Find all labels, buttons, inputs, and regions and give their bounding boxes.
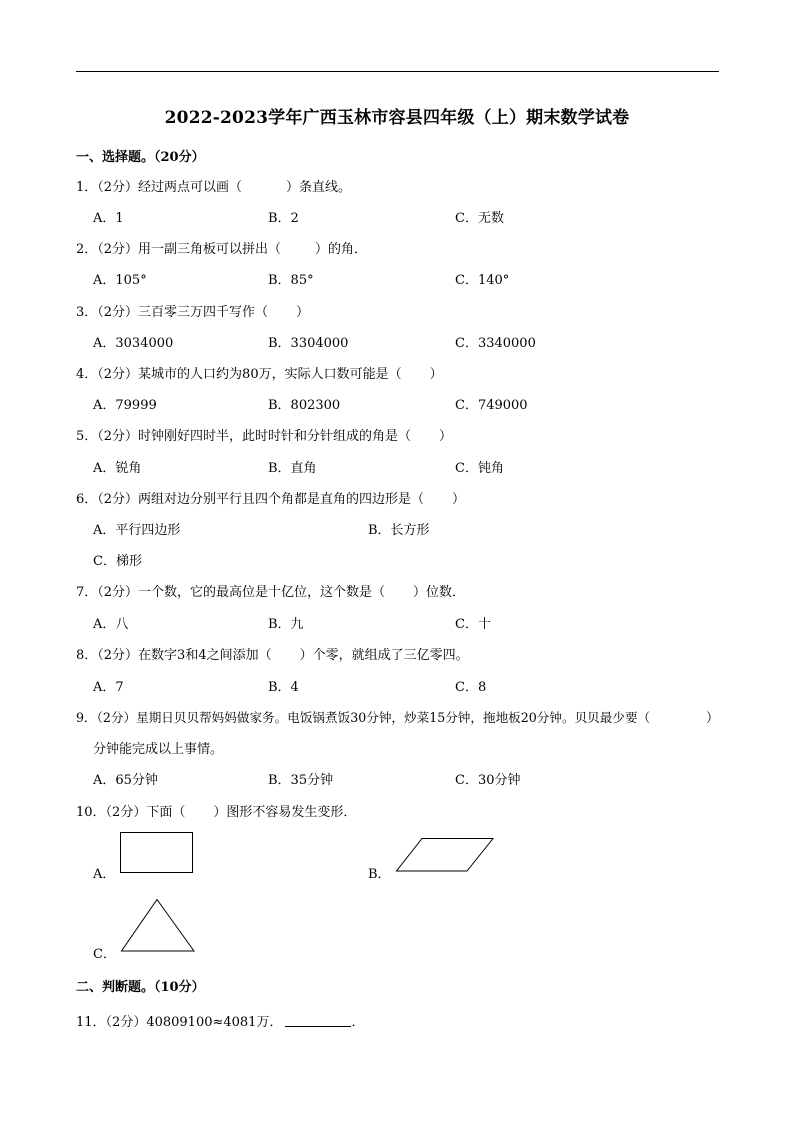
question-7-stem: 7．（2分）一个数，它的最高位是十亿位，这个数是（ [76, 585, 386, 600]
question-10-option-a: A． [93, 867, 116, 882]
question-3-option-c: C．3340000 [455, 336, 536, 351]
question-5-option-a: A．锐角 [93, 461, 142, 476]
question-4-option-c: C．749000 [455, 398, 528, 413]
question-2-option-c: C．140° [455, 273, 510, 288]
question-8-stem-end: ）个零，就组成了三亿零四。 [299, 648, 469, 663]
question-6 [76, 488, 465, 507]
question-1-stem: 1．（2分）经过两点可以画（ [76, 180, 243, 195]
question-2-stem: 2．（2分）用一副三角板可以拼出（ [76, 242, 282, 257]
section-heading-choice: 一、选择题。（20分） [76, 150, 205, 165]
rectangle-figure [120, 832, 194, 874]
question-11 [76, 1011, 364, 1030]
question-2-option-a: A．105° [93, 273, 147, 288]
question-8-option-c: C．8 [455, 680, 487, 695]
question-9-paren-end: ） [706, 711, 720, 726]
question-6-option-c: C．梯形 [93, 554, 142, 569]
question-1-option-c: C．无数 [455, 211, 504, 226]
question-6-stem-end: ） [452, 492, 466, 507]
question-5-stem-end: ） [439, 429, 453, 444]
question-1-option-a: A．1 [93, 211, 124, 226]
question-2-stem-end: ）的角． [315, 242, 368, 257]
question-9-stem-cont: 分钟能完成以上事情。 [93, 742, 224, 757]
question-7-option-b: B．九 [268, 617, 304, 632]
question-7-stem-end: ）位数． [413, 585, 466, 600]
question-3 [76, 301, 309, 320]
question-11-stem: 11．（2分）40809100≈4081万． [76, 1015, 283, 1030]
question-6-option-a: A．平行四边形 [93, 523, 181, 538]
question-4 [76, 363, 443, 382]
question-10-option-c: C． [93, 947, 116, 962]
question-7-option-c: C．十 [455, 617, 491, 632]
answer-blank[interactable] [285, 1014, 351, 1027]
question-5-option-b: B．直角 [268, 461, 317, 476]
triangle-figure [121, 899, 195, 953]
question-9-option-b: B．35分钟 [268, 773, 334, 788]
question-8-option-b: B．4 [268, 680, 299, 695]
question-1 [76, 176, 351, 195]
question-7 [76, 581, 465, 600]
page-title: 2022-2023学年广西玉林市容县四年级（上）期末数学试卷 [164, 108, 630, 128]
question-3-stem: 3．（2分）三百零三万四千写作（ [76, 305, 269, 320]
question-5 [76, 425, 452, 444]
question-2 [76, 238, 367, 257]
parallelogram-figure [396, 838, 494, 872]
question-3-option-b: B．3304000 [268, 336, 349, 351]
question-10-stem: 10．（2分）下面（ [76, 805, 186, 820]
question-6-stem: 6．（2分）两组对边分别平行且四个角都是直角的四边形是（ [76, 492, 425, 507]
question-9-option-c: C．30分钟 [455, 773, 521, 788]
question-11-end: ． [351, 1015, 365, 1030]
section-heading-judgment: 二、判断题。（10分） [76, 980, 205, 995]
question-9-option-a: A．65分钟 [93, 773, 158, 788]
question-7-option-a: A．八 [93, 617, 129, 632]
question-2-option-b: B．85° [268, 273, 314, 288]
question-8 [76, 644, 469, 663]
question-8-option-a: A．7 [93, 680, 124, 695]
question-1-stem-end: ）条直线。 [286, 180, 352, 195]
question-10-option-b: B． [368, 867, 391, 882]
question-4-stem: 4．（2分）某城市的人口约为80万，实际人口数可能是（ [76, 367, 402, 382]
question-6-option-b: B．长方形 [368, 523, 430, 538]
question-5-stem: 5．（2分）时钟刚好四时半，此时时针和分针组成的角是（ [76, 429, 412, 444]
question-5-option-c: C．钝角 [455, 461, 504, 476]
question-9-stem: 9．（2分）星期日贝贝帮妈妈做家务。电饭锅煮饭30分钟，炒菜15分钟，拖地板20分钟。贝贝最少要（ [76, 710, 651, 725]
question-3-stem-end: ） [296, 305, 310, 320]
question-4-option-b: B．802300 [268, 398, 341, 413]
header-rule [76, 71, 719, 72]
question-4-option-a: A．79999 [93, 398, 157, 413]
question-4-stem-end: ） [429, 367, 443, 382]
question-3-option-a: A．3034000 [93, 336, 174, 351]
question-1-option-b: B．2 [268, 211, 299, 226]
question-10-stem-end: ）图形不容易发生变形． [213, 805, 357, 820]
question-10 [76, 801, 356, 820]
question-8-stem: 8．（2分）在数字3和4之间添加（ [76, 648, 272, 663]
question-9 [76, 707, 650, 726]
